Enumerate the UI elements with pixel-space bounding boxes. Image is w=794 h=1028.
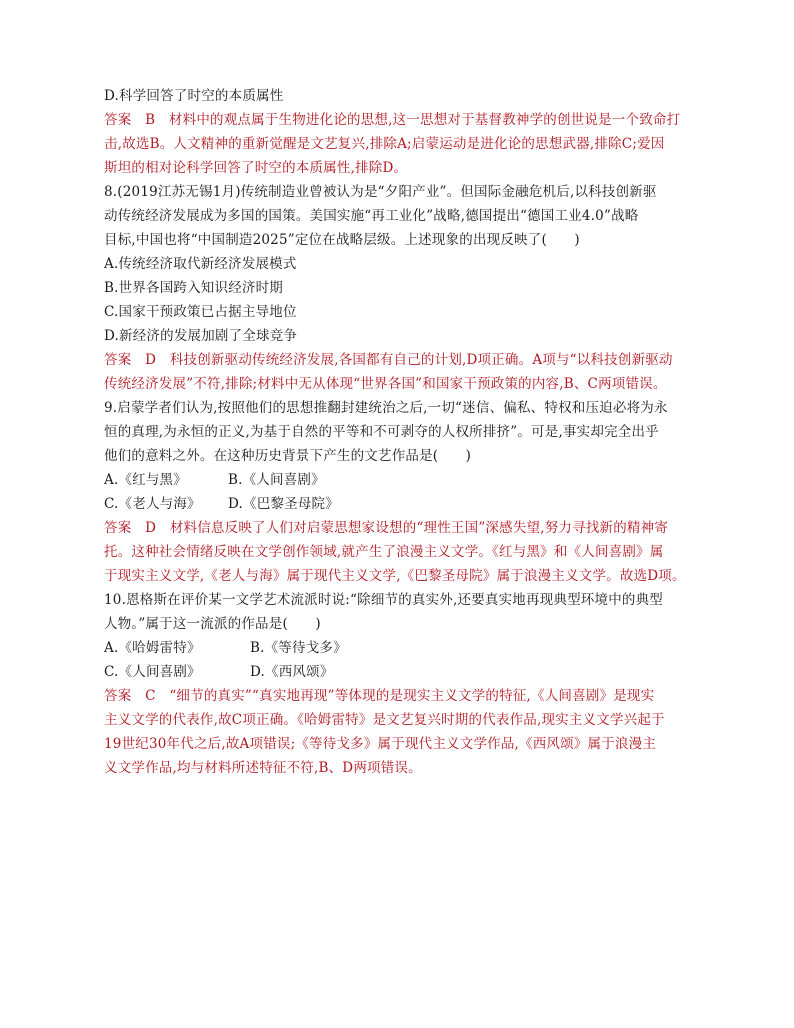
q8-option-b: B.世界各国跨入知识经济时期 <box>104 280 284 296</box>
q7-answer-line-2: 击,故选B。人文精神的重新觉醒是文艺复兴,排除A;启蒙运动是进化论的思想武器,排除C;爱因 <box>104 136 665 152</box>
q7-answer-line-1: 答案 B 材料中的观点属于生物进化论的思想,这一思想对于基督教神学的创世说是一个致命打 <box>104 112 681 128</box>
q10-stem-line-1: 10.恩格斯在评价某一文学艺术流派时说:“除细节的真实外,还要真实地再现典型环境中的典型 <box>104 592 664 608</box>
q10-options-row-2 <box>104 660 706 684</box>
q8-option-d: D.新经济的发展加剧了全球竞争 <box>104 328 298 344</box>
q9-answer-line-1: 答案 D 材料信息反映了人们对启蒙思想家设想的“理性王国”深感失望,努力寻找新的精神寄 <box>104 520 669 536</box>
q10-options-row-1 <box>104 636 706 660</box>
q9-stem-line-3: 他们的意料之外。在这种历史背景下产生的文艺作品是( ) <box>104 448 472 464</box>
q8-option-c: C.国家干预政策已占据主导地位 <box>104 304 297 320</box>
q8-stem-line-2: 动传统经济发展成为多国的国策。美国实施“再工业化”战略,德国提出“德国工业4.0”战略 <box>104 208 639 224</box>
q9-options-row-2 <box>104 492 706 516</box>
q9-option-b: B.《人间喜剧》 <box>228 472 325 488</box>
q10-option-a: A.《哈姆雷特》 <box>104 640 201 656</box>
q7-option-d: D.科学回答了时空的本质属性 <box>104 88 284 104</box>
q8-answer-line-2: 传统经济发展”不符,排除;材料中无从体现“世界各国”和国家干预政策的内容,B、C两项错误。 <box>104 376 667 392</box>
q8-stem-line-3: 目标,中国也将“中国制造2025”定位在战略层级。上述现象的出现反映了( ) <box>104 232 580 248</box>
q8-answer-line-1: 答案 D 科技创新驱动传统经济发展,各国都有自己的计划,D项正确。A项与“以科技创新驱动 <box>104 352 673 368</box>
q9-answer-line-2: 托。这种社会情绪反映在文学创作领域,就产生了浪漫主义文学。《红与黑》和《人间喜剧》属 <box>104 544 664 560</box>
q8-stem-line-1: 8.(2019江苏无锡1月)传统制造业曾被认为是“夕阳产业”。但国际金融危机后,以科技创新驱 <box>104 184 657 200</box>
q9-stem-line-2: 恒的真理,为永恒的正义,为基于自然的平等和不可剥夺的人权所排挤”。可是,事实却完全出乎 <box>104 424 659 440</box>
q10-option-d: D.《西风颂》 <box>250 664 334 680</box>
q8-option-a: A.传统经济取代新经济发展模式 <box>104 256 297 272</box>
q9-stem-line-1: 9.启蒙学者们认为,按照他们的思想推翻封建统治之后,一切“迷信、偏私、特权和压迫必将为永 <box>104 400 668 416</box>
q10-answer-line-3: 19世纪30年代之后,故A项错误;《等待戈多》属于现代主义文学作品,《西风颂》属于浪漫主 <box>104 736 657 752</box>
q9-option-c: C.《老人与海》 <box>104 496 201 512</box>
q10-option-c: C.《人间喜剧》 <box>104 664 201 680</box>
q10-answer-line-2: 主义文学的代表作,故C项正确。《哈姆雷特》是文艺复兴时期的代表作品,现实主义文学兴起于 <box>104 712 665 728</box>
q10-answer-line-4: 义文学作品,均与材料所述特征不符,B、D两项错误。 <box>104 760 422 776</box>
q10-option-b: B.《等待戈多》 <box>250 640 347 656</box>
q10-stem-line-2: 人物。”属于这一流派的作品是( ) <box>104 616 321 632</box>
q9-option-d: D.《巴黎圣母院》 <box>228 496 339 512</box>
q7-answer-line-3: 斯坦的相对论科学回答了时空的本质属性,排除D。 <box>104 160 408 176</box>
q9-option-a: A.《红与黑》 <box>104 472 187 488</box>
q10-answer-line-1: 答案 C “细节的真实”“真实地再现”等体现的是现实主义文学的特征,《人间喜剧》是现实 <box>104 688 655 704</box>
q9-options-row-1 <box>104 468 706 492</box>
q9-answer-line-3: 于现实主义文学,《老人与海》属于现代主义文学,《巴黎圣母院》属于浪漫主义文学。故选D项。 <box>104 568 686 584</box>
